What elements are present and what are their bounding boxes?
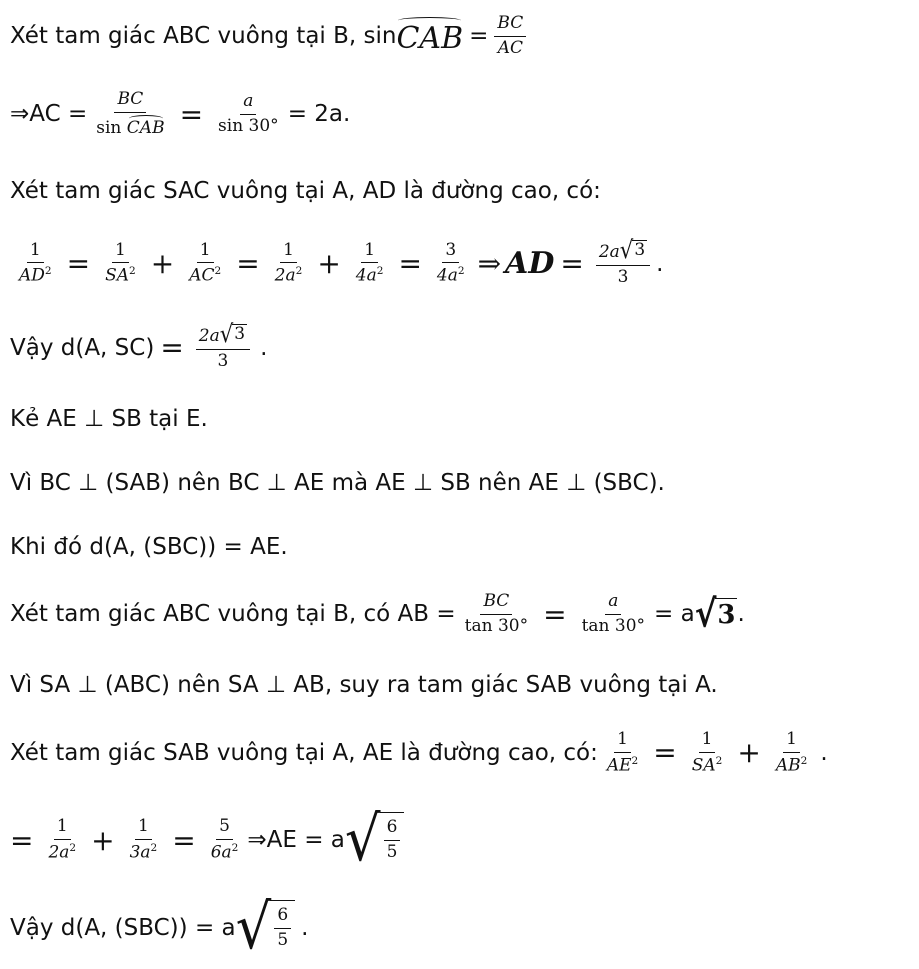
- frac-1-sa2-b: $\frac{1}{SA^2}$: [691, 729, 723, 776]
- line-5: Vậy d(A, SC) = 2a √ 3 3 .: [10, 320, 268, 371]
- frac-a-sin30: $\frac{a}{\sin 30^\circ}$: [218, 91, 279, 136]
- sqrt-6-5-final: √ $\frac{6}{5}$: [236, 900, 296, 956]
- line-1: [10, 14, 532, 58]
- line-13: Vậy d(A, (SBC)) = a √ $\frac{6}{5}$ .: [10, 891, 309, 964]
- frac-bc-sin: $\frac{BC}{\text{sin CAB}}$: [96, 89, 165, 138]
- frac-1-sa2: $\frac{1}{SA^2}$: [105, 239, 136, 286]
- frac-3-4a2: $\frac{3}{4a^2}$: [436, 239, 465, 286]
- ad-symbol: AD: [505, 246, 555, 282]
- frac-1-ae2: $\frac{1}{AE^2}$: [606, 729, 639, 776]
- line-3: Xét tam giác SAC vuông tại A, AD là đường cao, có:: [10, 178, 601, 204]
- frac-bc-tan30: $\frac{BC}{\tan 30^\circ}$: [464, 591, 529, 636]
- line-6: Kẻ AE ⊥ SB tại E.: [10, 406, 208, 432]
- frac-a-tan30: $\frac{a}{\tan 30^\circ}$: [581, 591, 646, 636]
- frac-ad-result: 2a √ 3 3: [596, 240, 650, 287]
- arrow-ac: ⇒AC =: [10, 101, 88, 128]
- line-4: $\frac{1}{AD^2}$ = $\frac{1}{SA^2}$ + $\frac{1}{AC^2}$ = $\frac{1}{2a^2}$ + $\frac{1}{4a^2}$ = $\frac{3}{4a^2}$ ⇒ AD = 2a √ 3 3 .: [10, 240, 663, 287]
- sqrt-6-5: √ $\frac{6}{5}$: [345, 812, 405, 868]
- frac-1-4a2: $\frac{1}{4a^2}$: [355, 239, 384, 286]
- line-10: Vì SA ⊥ (ABC) nên SA ⊥ AB, suy ra tam giác SAB vuông tại A.: [10, 672, 718, 698]
- frac-d-sc: 2a √ 3 3: [196, 324, 250, 371]
- line-9: Xét tam giác ABC vuông tại B, có AB = $\frac{BC}{\tan 30^\circ}$ = $\frac{a}{\tan 30^\circ}$ = a √ 3 .: [10, 591, 745, 636]
- text-1: Xét tam giác ABC vuông tại B, sin: [10, 23, 397, 50]
- line-12: = $\frac{1}{2a^2}$ + $\frac{1}{3a^2}$ = $\frac{5}{6a^2}$ ⇒AE = a √ $\frac{6}{5}$: [10, 812, 404, 868]
- line-2: ⇒AC = $\frac{BC}{\text{sin CAB}}$ = $\frac{a}{\sin 30^\circ}$ = 2a.: [10, 89, 351, 138]
- line-8: Khi đó d(A, (SBC)) = AE.: [10, 534, 288, 560]
- line-7: Vì BC ⊥ (SAB) nên BC ⊥ AE mà AE ⊥ SB nên AE ⊥ (SBC).: [10, 470, 665, 496]
- frac-1-3a2: $\frac{1}{3a^2}$: [129, 816, 158, 863]
- frac-5-6a2: $\frac{5}{6a^2}$: [210, 816, 239, 863]
- frac-1-ad2: $\frac{1}{AD^2}$: [19, 239, 52, 286]
- frac-bc-ac: $\frac{BC}{AC}$: [494, 14, 526, 58]
- line-11: Xét tam giác SAB vuông tại A, AE là đường cao, có: $\frac{1}{AE^2}$ = $\frac{1}{SA^2}$ + $\frac{1}{AB^2}$ .: [10, 729, 828, 776]
- frac-1-2a2-b: $\frac{1}{2a^2}$: [48, 816, 77, 863]
- result-2a: = 2a.: [287, 101, 351, 128]
- angle-cab: CAB: [396, 17, 463, 56]
- frac-1-ab2: $\frac{1}{AB^2}$: [775, 729, 808, 776]
- sqrt-3: √ 3: [694, 591, 736, 636]
- frac-1-2a2: $\frac{1}{2a^2}$: [274, 239, 303, 286]
- frac-1-ac2: $\frac{1}{AC^2}$: [189, 239, 222, 286]
- eq-1: =: [469, 23, 489, 50]
